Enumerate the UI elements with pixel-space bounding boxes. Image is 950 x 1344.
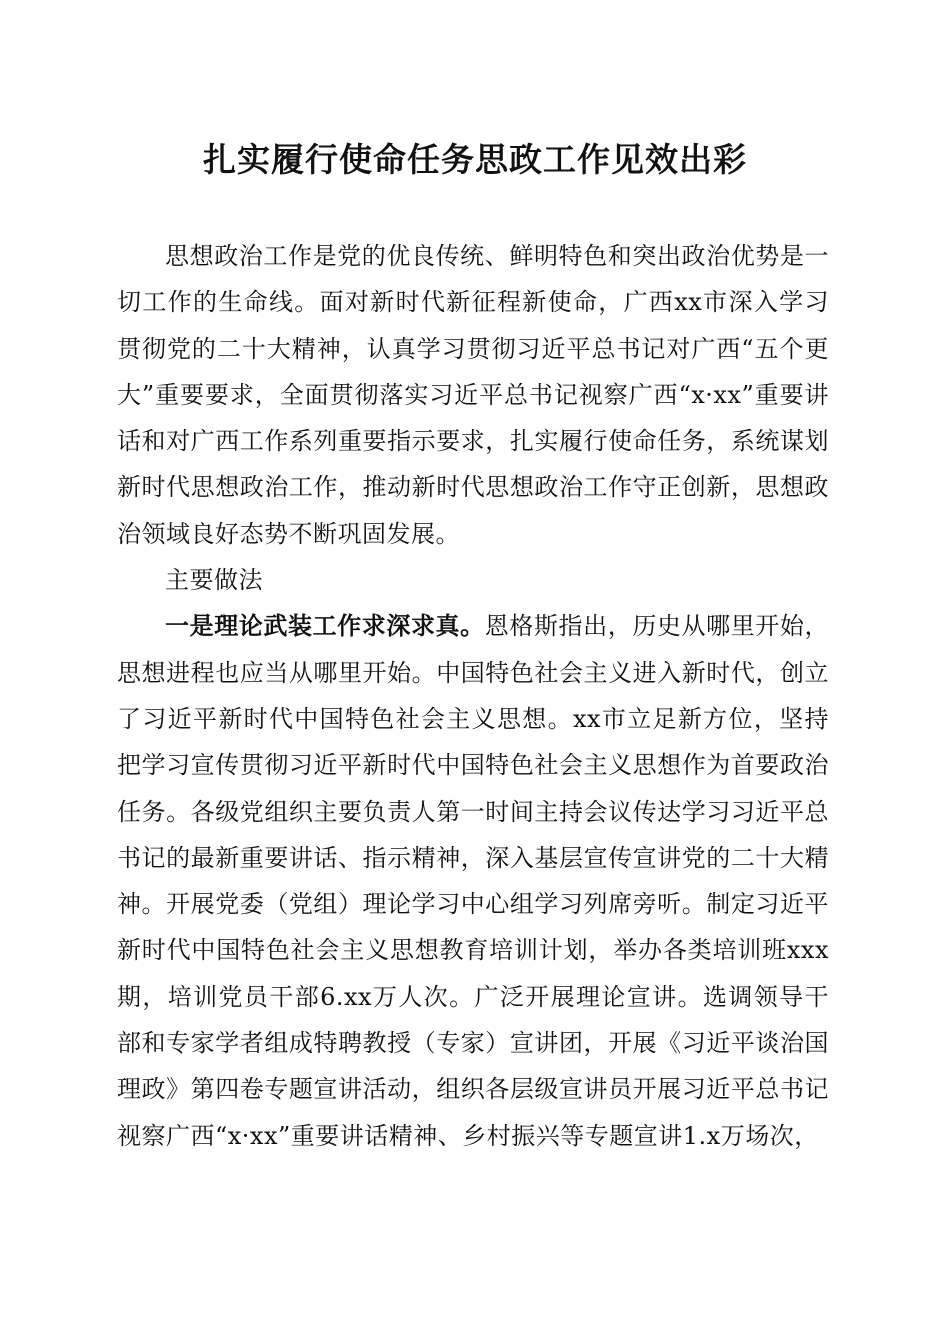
document-title: 扎实履行使命任务思政工作见效出彩 xyxy=(203,140,747,179)
intro-paragraph: 思想政治工作是党的优良传统、鲜明特色和突出政治优势是一切工作的生命线。面对新时代新征程新使命，广西xx市深入学习贯彻党的二十大精神，认真学习贯彻习近平总书记对广西“五个更大”重要要求，全面贯彻落实习近平总书记视察广西“x·xx”重要讲话和对广西工作系列重要指示要求，扎实履行使命任务，系统谋划新时代思想政治工作，推动新时代思想政治工作守正创新，思想政治领域良好态势不断巩固发展。 xyxy=(117,242,829,548)
point-1-text: 恩格斯指出，历史从哪里开始，思想进程也应当从哪里开始。中国特色社会主义进入新时代，创立了习近平新时代中国特色社会主义思想。xx市立足新方位，坚持把学习宣传贯彻习近平新时代中国特色社会主义思想作为首要政治任务。各级党组织主要负责人第一时间主持会议传达学习习近平总书记的最新重要讲话、指示精神，深入基层宣传宣讲党的二十大精神。开展党委（党组）理论学习中心组学习列席旁听。制定习近平新时代中国特色社会主义思想教育培训计划，举办各类培训班xxx期，培训党员干部6.xx万人次。广泛开展理论宣讲。选调领导干部和专家学者组成特聘教授（专家）宣讲团，开展《习近平谈治国理政》第四卷专题宣讲活动，组织各层级宣讲员开展习近平总书记视察广西“x·xx”重要讲话精神、乡村振兴等专题宣讲1.x万场次， xyxy=(117,612,829,1150)
document-body xyxy=(117,233,829,1159)
point-1-lead: 一是理论武装工作求深求真。 xyxy=(165,611,485,641)
point-1-paragraph xyxy=(117,603,829,1159)
section-heading: 主要做法 xyxy=(165,566,263,595)
